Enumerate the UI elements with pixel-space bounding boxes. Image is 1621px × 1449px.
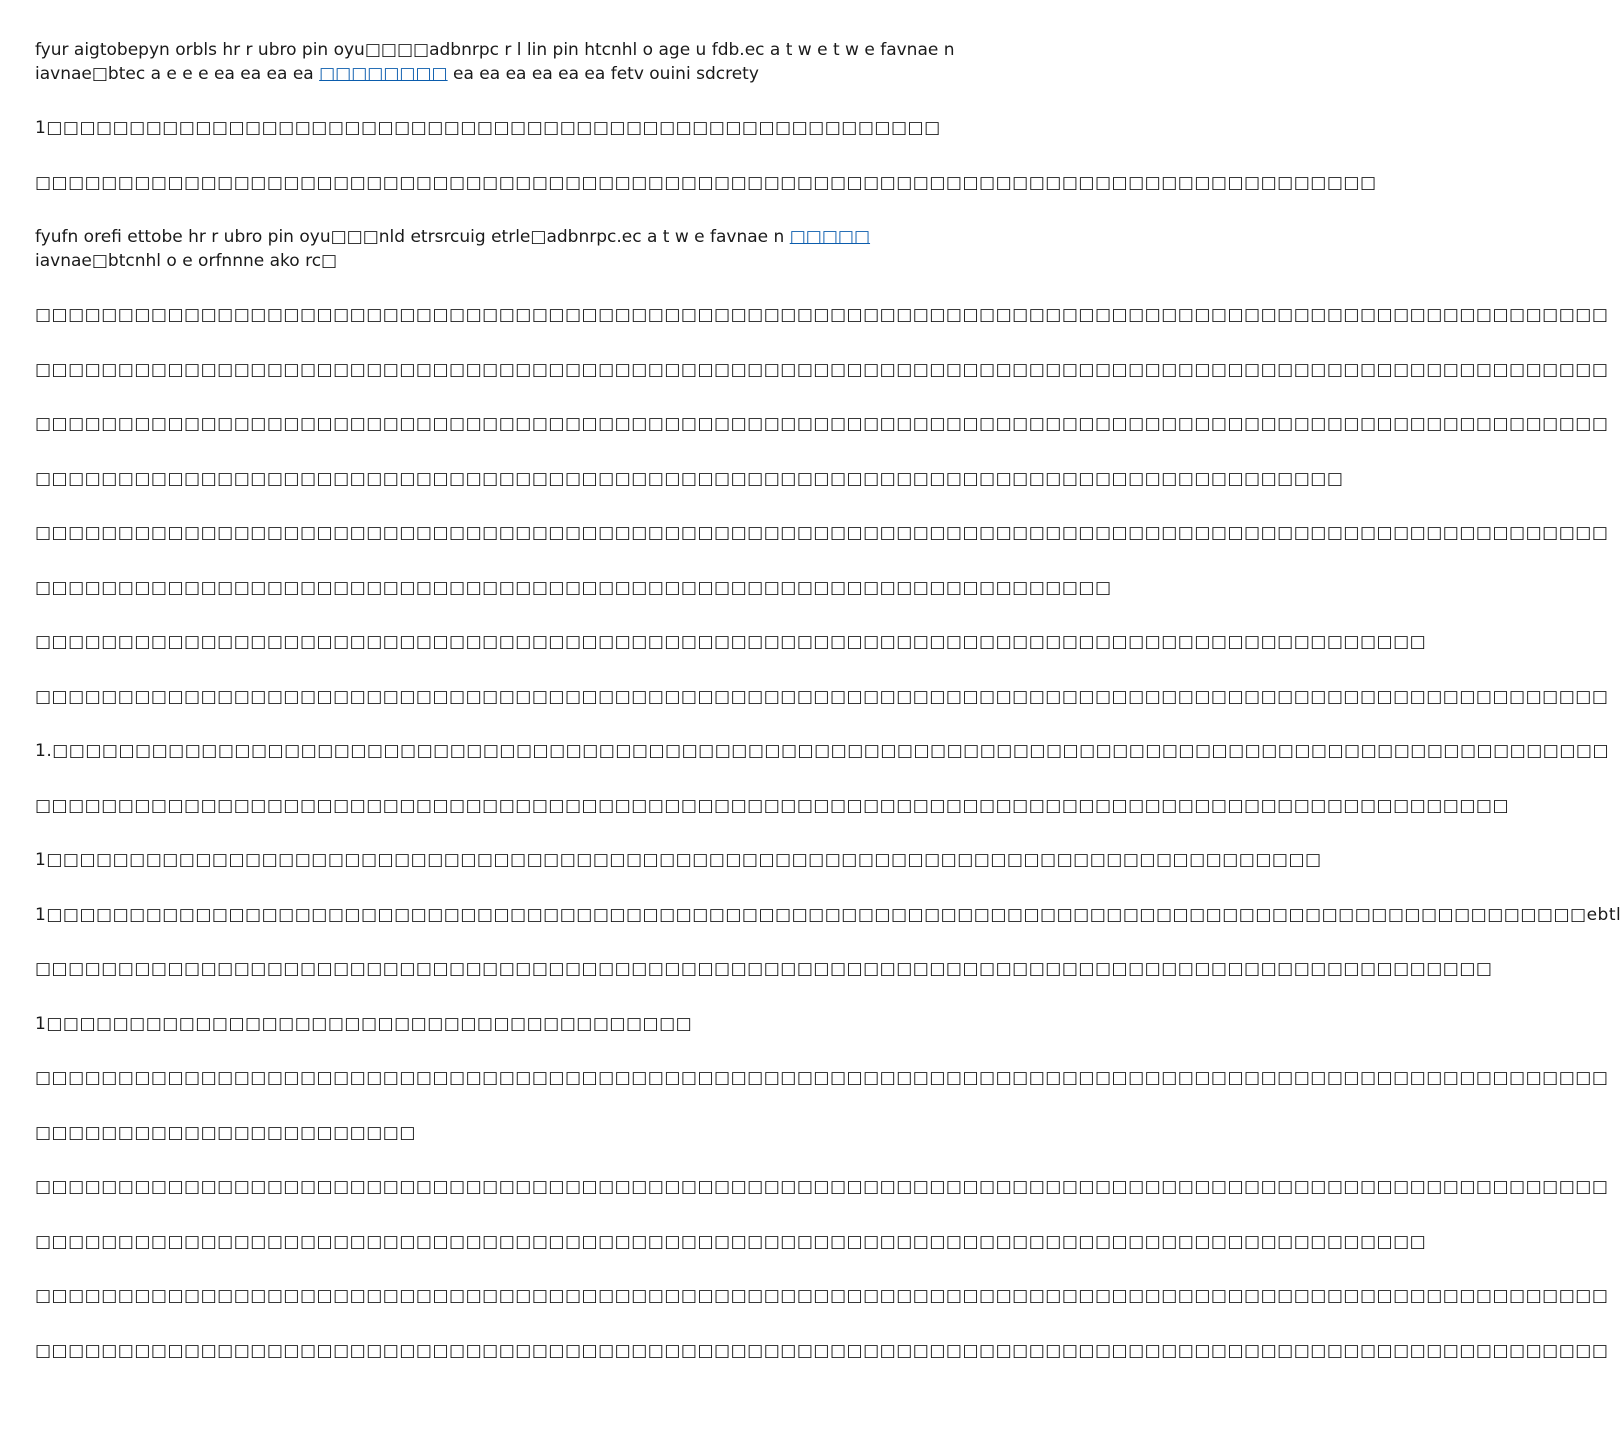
paragraph-1-link[interactable]: □□□□□□□□ <box>319 64 448 84</box>
paragraph-4-text-a: fyufn orefi ettobe hr r ubro pin oyu□□□nld etrsrcuig etrle□adbnrpc.ec a t w e favnae n <box>35 227 790 247</box>
text-line: □□□□□□□□□□□□□□□□□□□□□□□□□□□□□□□□□□□□□□□□□□□□□□□□□□□□□□□□□□□□□□□□□□□□□□□□□□□□□□□□□□□□ <box>35 1231 1427 1252</box>
paragraph-3: □□□□□□□□□□□□□□□□□□□□□□□□□□□□□□□□□□□□□□□□□□□□□□□□□□□□□□□□□□□□□□□□□□□□□□□□□□□□□□□□□ <box>35 172 1377 193</box>
paragraph-4-link[interactable]: □□□□□ <box>789 227 871 247</box>
text-line: □□□□□□□□□□□□□□□□□□□□□□□□□□□□□□□□□□□□□□□□□□□□□□□□□□□□□□□□□□□□□□□□□□□□□□□□□□□□□□□ <box>35 468 1344 489</box>
text-line: □□□□□□□□□□□□□□□□□□□□□□□□□□□□□□□□□□□□□□□□□□□□□□□□□□□□□□□□□□□□□□□□□□□□□□□□□□□□□□□□□□□□□□□□ <box>35 959 1493 979</box>
paragraph-4 <box>35 225 990 273</box>
text-line: □□□□□□□□□□□□□□□□□□□□□□□□□□□□□□□□□□□□□□□□□□□□□□□□□□□□□□□□□□□□□□□□□□□□□□□□□□□□□□□□□□□□□□□□□□□□□□□ <box>35 686 1609 707</box>
paragraph-2: 1□□□□□□□□□□□□□□□□□□□□□□□□□□□□□□□□□□□□□□□□□□□□□□□□□□□□□□ <box>35 118 941 138</box>
text-line: 1□□□□□□□□□□□□□□□□□□□□□□□□□□□□□□□□□□□□□□□□□□□□□□□□□□□□□□□□□□□□□□□□□□□□□□□□□□□□□□□□□□□□□□□□□□□□□ebtl <box>35 904 1621 925</box>
text-line: □□□□□□□□□□□□□□□□□□□□□□□□□□□□□□□□□□□□□□□□□□□□□□□□□□□□□□□□□□□□□□□□□□□□□□□□□□□□□□□□□□□□□□□□□□□□□□□ <box>35 1286 1609 1306</box>
text-line: □□□□□□□□□□□□□□□□□□□□□□□□□□□□□□□□□□□□□□□□□□□□□□□□□□□□□□□□□□□□□□□□□□□□□□□□□□□□□□□□□□□□□□□□□□□□□□□ <box>35 359 1609 380</box>
text-line: □□□□□□□□□□□□□□□□□□□□□□□ <box>35 1122 416 1143</box>
text-line: □□□□□□□□□□□□□□□□□□□□□□□□□□□□□□□□□□□□□□□□□□□□□□□□□□□□□□□□□□□□□□□□□□□□□□□□□□□□□□□□□□□□□□□□□□□□□□□ <box>35 523 1609 543</box>
text-line: 1□□□□□□□□□□□□□□□□□□□□□□□□□□□□□□□□□□□□□□□□□□□□□□□□□□□□□□□□□□□□□□□□□□□□□□□□□□□□□ <box>35 850 1322 870</box>
text-line: □□□□□□□□□□□□□□□□□□□□□□□□□□□□□□□□□□□□□□□□□□□□□□□□□□□□□□□□□□□□□□□□□□□□□□□□□□□□□□□□□□□□□□□□□ <box>35 795 1510 816</box>
text-line: 1.□□□□□□□□□□□□□□□□□□□□□□□□□□□□□□□□□□□□□□□□□□□□□□□□□□□□□□□□□□□□□□□□□□□□□□□□□□□□□□□□□□□□□□□□□□□□□□ <box>35 741 1610 761</box>
text-line: □□□□□□□□□□□□□□□□□□□□□□□□□□□□□□□□□□□□□□□□□□□□□□□□□□□□□□□□□□□□□□□□□□□□□□□□□□□□□□□□□□□□□□□□□□□□□□□ <box>35 414 1609 434</box>
text-line: □□□□□□□□□□□□□□□□□□□□□□□□□□□□□□□□□□□□□□□□□□□□□□□□□□□□□□□□□□□□□□□□□ <box>35 577 1112 598</box>
paragraph-1-text-a: fyur aigtobepyn orbls hr r ubro pin oyu□□□□adbnrpc r l lin pin htcnhl o age u fdb.ec a t w e t w e favnae n iavnae□btec a e e e ea ea ea ea <box>35 40 955 84</box>
paragraph-1-text-b: ea ea ea ea ea ea fetv ouini sdcrety <box>447 64 759 84</box>
paragraph-4-text-b: iavnae□btcnhl o e orfnnne ako rc□ <box>35 251 338 271</box>
text-line: □□□□□□□□□□□□□□□□□□□□□□□□□□□□□□□□□□□□□□□□□□□□□□□□□□□□□□□□□□□□□□□□□□□□□□□□□□□□□□□□□□□□□□□□□□□□□□□ <box>35 1068 1609 1088</box>
text-line: 1□□□□□□□□□□□□□□□□□□□□□□□□□□□□□□□□□□□□□□□ <box>35 1013 693 1034</box>
text-line: □□□□□□□□□□□□□□□□□□□□□□□□□□□□□□□□□□□□□□□□□□□□□□□□□□□□□□□□□□□□□□□□□□□□□□□□□□□□□□□□□□□□□□□□□□□□□□□ <box>35 1177 1609 1197</box>
text-line: □□□□□□□□□□□□□□□□□□□□□□□□□□□□□□□□□□□□□□□□□□□□□□□□□□□□□□□□□□□□□□□□□□□□□□□□□□□□□□□□□□□□ <box>35 632 1427 652</box>
text-line: □□□□□□□□□□□□□□□□□□□□□□□□□□□□□□□□□□□□□□□□□□□□□□□□□□□□□□□□□□□□□□□□□□□□□□□□□□□□□□□□□□□□□□□□□□□□□□□ <box>35 305 1609 325</box>
document-page <box>35 38 1621 1393</box>
text-line: □□□□□□□□□□□□□□□□□□□□□□□□□□□□□□□□□□□□□□□□□□□□□□□□□□□□□□□□□□□□□□□□□□□□□□□□□□□□□□□□□□□□□□□□□□□□□□□ <box>35 1340 1609 1361</box>
paragraph-1 <box>35 38 990 86</box>
